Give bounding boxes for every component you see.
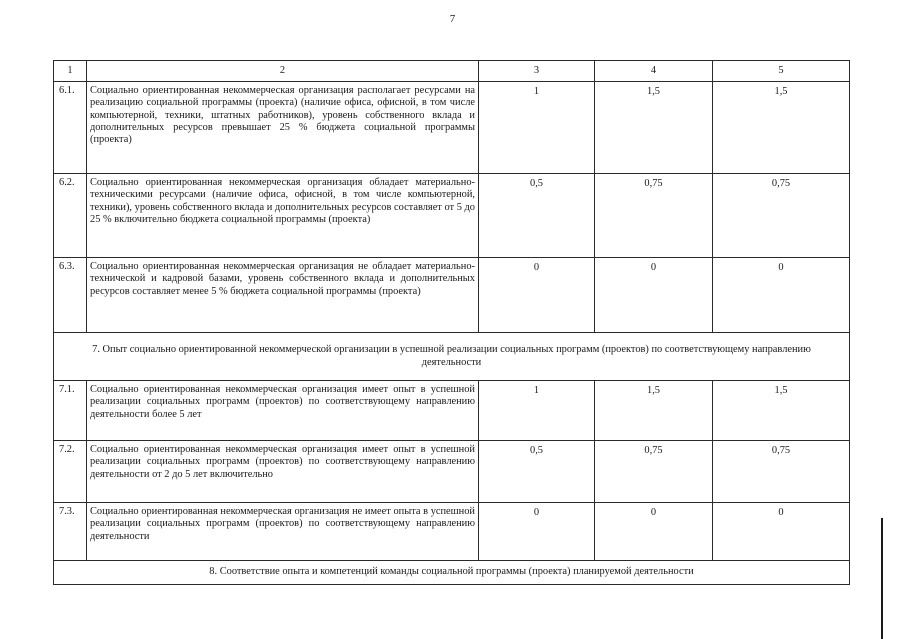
header-cell-3: 3: [479, 61, 595, 82]
header-cell-5: 5: [713, 61, 850, 82]
score-col-3: 0: [479, 258, 595, 333]
row-number: 6.2.: [54, 174, 87, 258]
row-description: Социально ориентированная некоммерческая организация не имеет опыта в успешной реализации социальных программ (проектов) по соответствующему направлению деятельности: [87, 503, 479, 561]
section-heading-row: [54, 333, 850, 381]
table-row: [54, 82, 850, 174]
row-description: Социально ориентированная некоммерческая организация имеет опыт в успешной реализации социальных программ (проектов) по соответствующему направлению деятельности от 2 до 5 лет включительно: [87, 441, 479, 503]
score-col-5: 0,75: [713, 174, 850, 258]
row-number: 7.3.: [54, 503, 87, 561]
page-number: 7: [449, 13, 456, 25]
row-description: Социально ориентированная некоммерческая организация обладает материально-техническими ресурсами (наличие офиса, офисной, в том числе компьютерной, техники), уровень собственного вклада и дополнительных ресурсов составляет от 5 до 25 % включительно бюджета социальной программы (проекта): [87, 174, 479, 258]
score-col-3: 0,5: [479, 174, 595, 258]
score-col-5: 0,75: [713, 441, 850, 503]
score-col-5: 1,5: [713, 82, 850, 174]
table-row: [54, 381, 850, 441]
section-heading-row: [54, 561, 850, 585]
row-description: Социально ориентированная некоммерческая организация располагает ресурсами на реализацию социальной программы (проекта) (наличие офиса, офисной, в том числе компьютерной, техники, штатных работников), уровень собственного вклада и дополнительных ресурсов превышает 25 % бюджета социальной программы (проекта): [87, 82, 479, 174]
section-8-heading: 8. Соответствие опыта и компетенций команды социальной программы (проекта) планируемой деятельности: [54, 561, 850, 585]
score-col-3: 1: [479, 82, 595, 174]
header-cell-1: 1: [54, 61, 87, 82]
score-col-5: 1,5: [713, 381, 850, 441]
scan-margin-line: [881, 518, 883, 639]
header-cell-4: 4: [595, 61, 713, 82]
table-row: [54, 258, 850, 333]
score-col-3: 1: [479, 381, 595, 441]
section-7-heading: 7. Опыт социально ориентированной некоммерческой организации в успешной реализации социальных программ (проектов) по соответствующему направлению деятельности: [54, 333, 850, 381]
row-number: 6.3.: [54, 258, 87, 333]
score-col-5: 0: [713, 503, 850, 561]
criteria-table: [53, 60, 850, 585]
row-description: Социально ориентированная некоммерческая организация не обладает материально-технической и кадровой базами, уровень собственного вклада и дополнительных ресурсов составляет менее 5 % бюджета социальной программы (проекта): [87, 258, 479, 333]
score-col-3: 0,5: [479, 441, 595, 503]
table-header-row: [54, 61, 850, 82]
row-number: 7.2.: [54, 441, 87, 503]
table-row: [54, 441, 850, 503]
score-col-4: 0: [595, 503, 713, 561]
row-number: 6.1.: [54, 82, 87, 174]
score-col-5: 0: [713, 258, 850, 333]
score-col-4: 0,75: [595, 441, 713, 503]
row-description: Социально ориентированная некоммерческая организация имеет опыт в успешной реализации социальных программ (проектов) по соответствующему направлению деятельности более 5 лет: [87, 381, 479, 441]
row-number: 7.1.: [54, 381, 87, 441]
score-col-3: 0: [479, 503, 595, 561]
header-cell-2: 2: [87, 61, 479, 82]
score-col-4: 1,5: [595, 82, 713, 174]
score-col-4: 1,5: [595, 381, 713, 441]
table-row: [54, 174, 850, 258]
score-col-4: 0,75: [595, 174, 713, 258]
table-row: [54, 503, 850, 561]
score-col-4: 0: [595, 258, 713, 333]
